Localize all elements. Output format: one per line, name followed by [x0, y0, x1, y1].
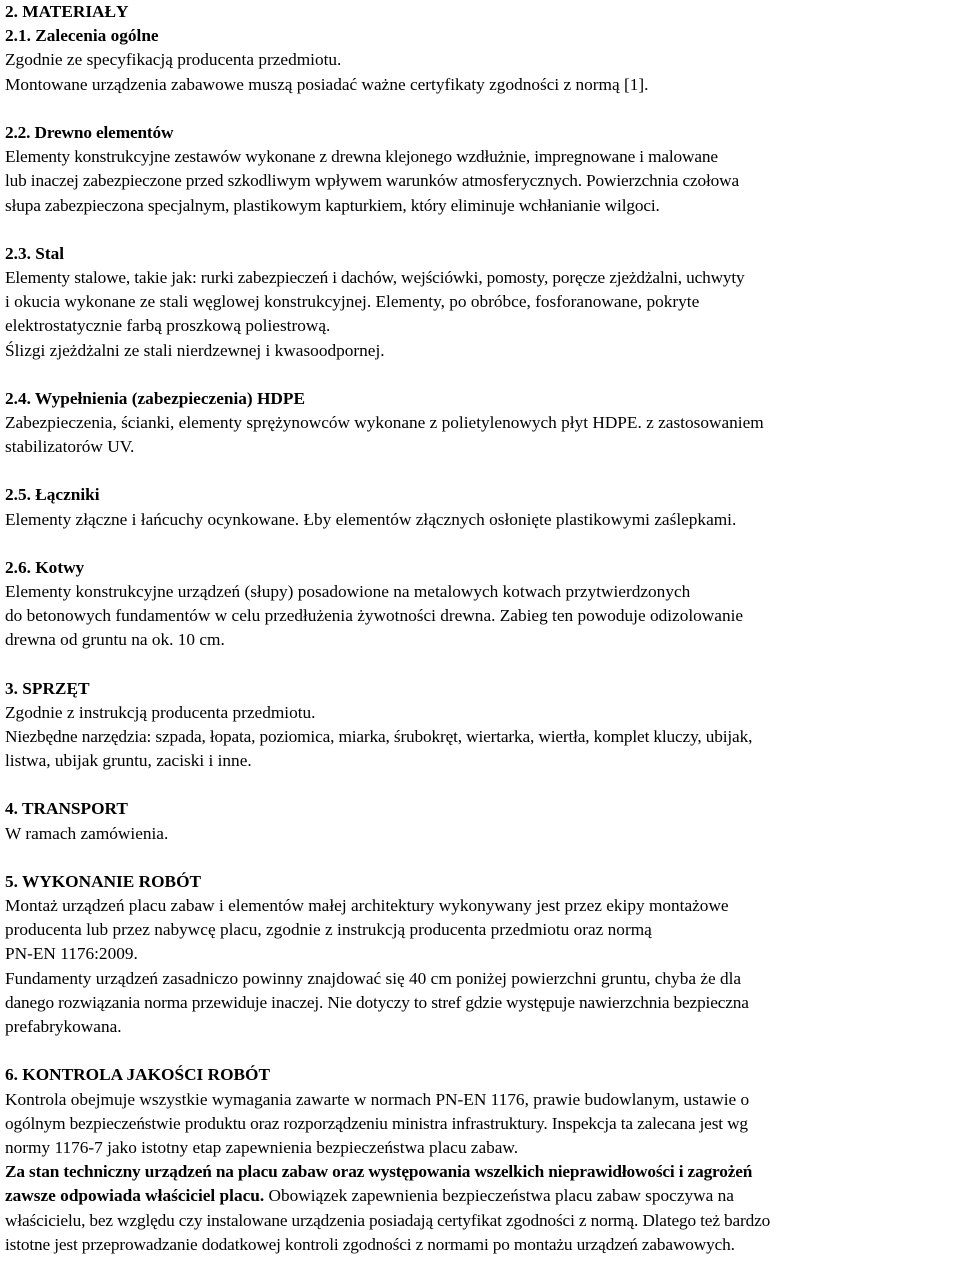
paragraph-line: lub inaczej zabezpieczone przed szkodliwym wpływem warunków atmosferycznych. Powierzchnia czołowa [5, 171, 740, 191]
paragraph-line: Montaż urządzeń placu zabaw i elementów małej architektury wykonywany jest przez ekipy montażowe [5, 896, 729, 916]
paragraph-line: Fundamenty urządzeń zasadniczo powinny znajdować się 40 cm poniżej powierzchni gruntu, chyba że dla [5, 968, 742, 988]
mixed-line [5, 1184, 957, 1208]
section-transport [5, 797, 957, 845]
paragraph-line: Elementy złączne i łańcuchy ocynkowane. Łby elementów złącznych osłonięte plastikowymi zaślepkami. [5, 509, 737, 529]
paragraph-line: do betonowych fundamentów w celu przedłużenia żywotności drewna. Zabieg ten powoduje odizolowanie [5, 606, 744, 626]
paragraph-line: listwa, ubijak gruntu, zaciski i inne. [5, 751, 252, 771]
section-quality-control [5, 1063, 957, 1257]
document-page [5, 0, 957, 1257]
paragraph-line: Zgodnie ze specyfikacją producenta przedmiotu. [5, 50, 342, 70]
section-heading: 3. SPRZĘT [5, 678, 90, 698]
subsection-heading: 2.4. Wypełnienia (zabezpieczenia) HDPE [5, 388, 305, 408]
section-materials [5, 0, 957, 97]
paragraph-line: prefabrykowana. [5, 1017, 122, 1037]
section-heading: 2. MATERIAŁY [5, 2, 129, 21]
paragraph-line: Niezbędne narzędzia: szpada, łopata, poziomica, miarka, śrubokręt, wiertarka, wiertła, komplet kluczy, ubijak, [5, 727, 753, 747]
paragraph-line: i okucia wykonane ze stali węglowej konstrukcyjnej. Elementy, po obróbce, fosforanowane, pokryte [5, 292, 700, 312]
subsection-heading: 2.1. Zalecenia ogólne [5, 26, 159, 46]
subsection-wood [5, 121, 957, 218]
bold-statement-part: zawsze odpowiada właściciel placu. [5, 1186, 265, 1206]
subsection-anchors [5, 556, 957, 653]
paragraph-line: Kontrola obejmuje wszystkie wymagania zawarte w normach PN-EN 1176, prawie budowlanym, ustawie o [5, 1089, 750, 1109]
paragraph-line: Elementy stalowe, takie jak: rurki zabezpieczeń i dachów, wejściówki, pomosty, poręcze zjeżdżalni, uchwyty [5, 268, 745, 288]
subsection-fasteners [5, 483, 957, 531]
subsection-heading: 2.3. Stal [5, 243, 65, 263]
paragraph-line: Montowane urządzenia zabawowe muszą posiadać ważne certyfikaty zgodności z normą [1]. [5, 74, 649, 94]
paragraph-line: Elementy konstrukcyjne urządzeń (słupy) posadowione na metalowych kotwach przytwierdzonych [5, 582, 691, 602]
subsection-heading: 2.5. Łączniki [5, 485, 100, 505]
paragraph-line: drewna od gruntu na ok. 10 cm. [5, 630, 225, 650]
paragraph-line: Elementy konstrukcyjne zestawów wykonane z drewna klejonego wzdłużnie, impregnowane i malowane [5, 147, 718, 167]
paragraph-line: Zgodnie z instrukcją producenta przedmiotu. [5, 702, 316, 722]
paragraph-line: elektrostatycznie farbą proszkową poliestrową. [5, 316, 331, 336]
section-execution [5, 870, 957, 1039]
section-equipment [5, 677, 957, 774]
subsection-heading: 2.6. Kotwy [5, 557, 85, 577]
section-heading: 6. KONTROLA JAKOŚCI ROBÓT [5, 1065, 271, 1085]
paragraph-line: PN-EN 1176:2009. [5, 944, 138, 964]
paragraph-line: Ślizgi zjeżdżalni ze stali nierdzewnej i kwasoodpornej. [5, 340, 385, 360]
paragraph-line: danego rozwiązania norma przewiduje inaczej. Nie dotyczy to stref gdzie występuje nawierzchnia bezpieczna [5, 992, 749, 1012]
subsection-heading: 2.2. Drewno elementów [5, 123, 174, 142]
paragraph-line: istotne jest przeprowadzanie dodatkowej kontroli zgodności z normami po montażu urządzeń zabawowych. [5, 1234, 735, 1254]
paragraph-line: słupa zabezpieczona specjalnym, plastikowym kapturkiem, który eliminuje wchłanianie wilgoci. [5, 195, 660, 215]
paragraph-line: producenta lub przez nabywcę placu, zgodnie z instrukcją producenta przedmiotu oraz normą [5, 920, 652, 940]
subsection-steel [5, 242, 957, 363]
paragraph-text: Obowiązek zapewnienia bezpieczeństwa placu zabaw spoczywa na [264, 1186, 734, 1206]
paragraph-line: Zabezpieczenia, ścianki, elementy sprężynowców wykonane z polietylenowych płyt HDPE. z zastosowaniem [5, 413, 764, 433]
paragraph-line: W ramach zamówienia. [5, 823, 169, 843]
section-heading: 4. TRANSPORT [5, 799, 128, 819]
bold-statement-line: Za stan techniczny urządzeń na placu zabaw oraz występowania wszelkich nieprawidłowości i zagrożeń [5, 1162, 753, 1182]
paragraph-line: stabilizatorów UV. [5, 437, 135, 457]
paragraph-line: ogólnym bezpieczeństwie produktu oraz rozporządzeniu ministra infrastruktury. Inspekcja ta zalecana jest wg [5, 1113, 748, 1133]
paragraph-line: normy 1176-7 jako istotny etap zapewnienia bezpieczeństwa placu zabaw. [5, 1137, 519, 1157]
paragraph-line: właścicielu, bez względu czy instalowane urządzenia posiadają certyfikat zgodności z normą. Dlatego też bardzo [5, 1210, 771, 1230]
subsection-hdpe [5, 387, 957, 460]
section-heading: 5. WYKONANIE ROBÓT [5, 871, 202, 891]
